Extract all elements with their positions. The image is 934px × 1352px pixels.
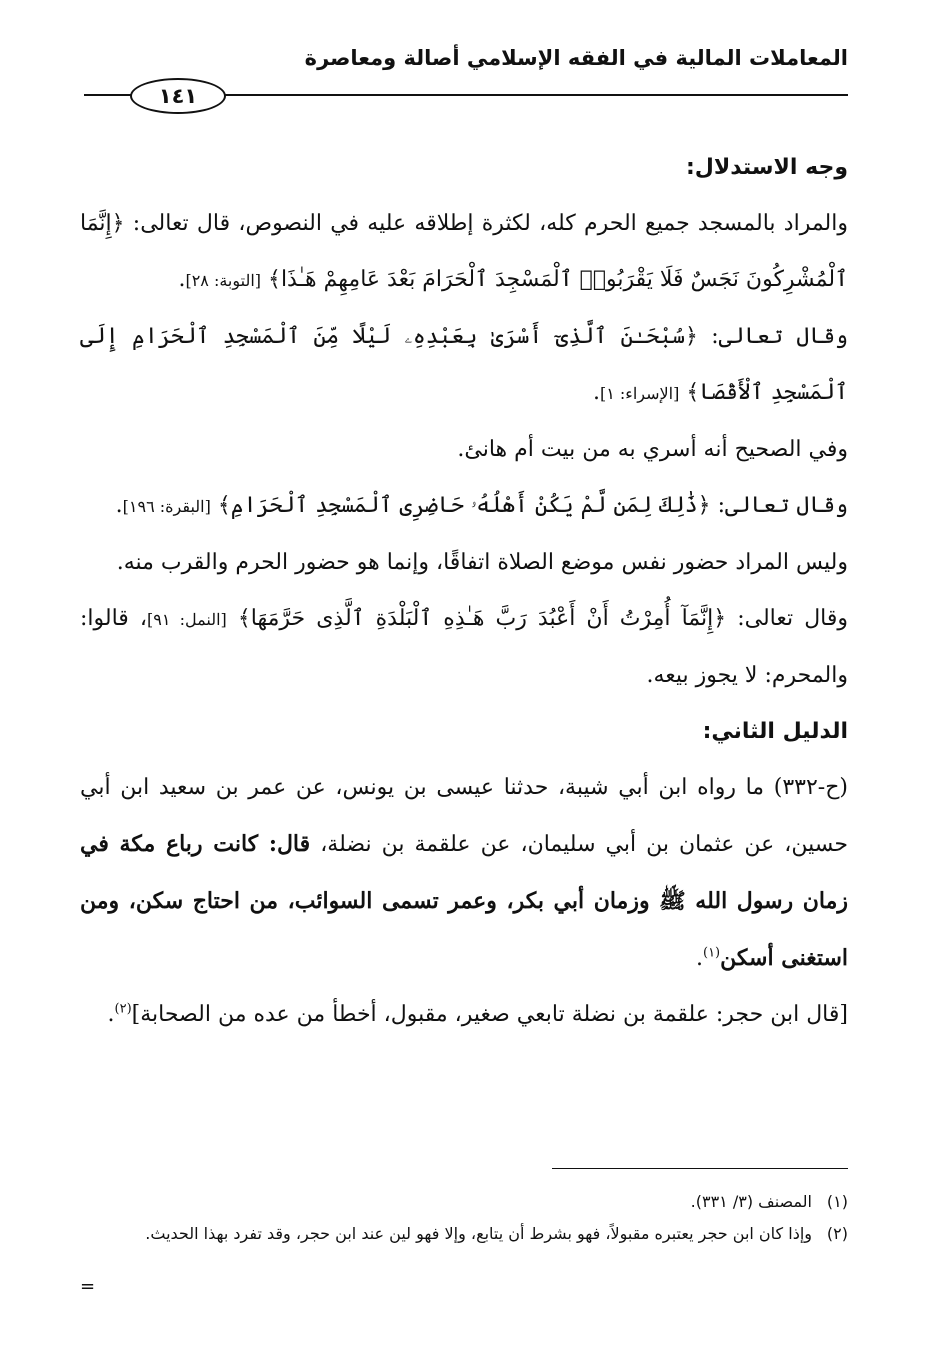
footnote-2-text: وإذا كان ابن حجر يعتبره مقبولاً، فهو بشرط أن يتابع، وإلا فهو لين عند ابن حجر، وقد تفرد بهذا الحديث. <box>145 1224 812 1243</box>
paragraph-1 <box>80 196 848 309</box>
grading-text: [قال ابن حجر: علقمة بن نضلة تابعي صغير، مقبول، أخطأ من عده من الصحابة] <box>131 1002 848 1027</box>
verse-reference-baqarah: [البقرة: ١٩٦] <box>122 497 211 516</box>
footnotes <box>80 1186 848 1250</box>
verse-reference-naml: [النمل: ٩١] <box>147 610 227 629</box>
footnote-marker-1[interactable]: (١) <box>702 945 721 961</box>
footnote-1-text: المصنف (٣/ ٣٣١). <box>690 1192 812 1211</box>
paragraph-6 <box>80 591 848 704</box>
paragraph-2-end: . <box>592 380 600 405</box>
continuation-mark: = <box>80 1276 96 1297</box>
footnote-2-number: (٢) <box>826 1224 848 1243</box>
paragraph-1-text: والمراد بالمسجد جميع الحرم كله، لكثرة إطلاقه عليه في النصوص، قال تعالى: ﴿إِنَّمَا ٱلْمُشْرِكُونَ نَجَسٌ فَلَا يَقْرَبُوا۟ ٱلْمَسْجِدَ ٱلْحَرَامَ بَعْدَ عَامِهِمْ هَـٰذَا﴾ <box>80 211 848 292</box>
running-title: المعاملات المالية في الفقه الإسلامي أصالة ومعاصرة <box>304 46 848 70</box>
heading-evidence-reasoning: وجه الاستدلال: <box>685 155 848 180</box>
paragraph-3: وفي الصحيح أنه أسري به من بيت أم هانئ. <box>457 437 848 462</box>
footnote-1-number: (١) <box>826 1192 848 1211</box>
heading-second-evidence: الدليل الثاني: <box>702 719 848 744</box>
grading-end: . <box>107 1002 115 1027</box>
hadith-chain: (ح-٣٣٢) ما رواه ابن أبي شيبة، حدثنا عيسى بن يونس، عن عمر بن سعيد ابن أبي حسين، عن عثمان بن أبي سليمان، عن علقمة بن نضلة، <box>80 775 848 857</box>
paragraph-4-end: . <box>115 493 123 518</box>
footnote-marker-2[interactable]: (٢) <box>114 1001 132 1017</box>
page-number: ١٤١ <box>130 78 226 114</box>
paragraph-4 <box>80 478 848 535</box>
paragraph-6-end: ، قالوا: والمحرم: لا يجوز بيعه. <box>80 606 848 688</box>
footnote-1 <box>80 1186 848 1218</box>
verse-reference-isra: [الإسراء: ١] <box>599 384 680 403</box>
paragraph-hadith <box>80 760 848 987</box>
paragraph-5: وليس المراد حضور نفس موضع الصلاة اتفاقًا، وإنما هو حضور الحرم والقرب منه. <box>116 550 848 575</box>
paragraph-4-text: وقال تعالى: ﴿ذَٰلِكَ لِمَن لَّمْ يَكُنْ أَهْلُهُۥ حَاضِرِى ٱلْمَسْجِدِ ٱلْحَرَامِ﴾ <box>217 493 848 518</box>
paragraph-6-text: وقال تعالى: ﴿إِنَّمَآ أُمِرْتُ أَنْ أَعْبُدَ رَبَّ هَـٰذِهِ ٱلْبَلْدَةِ ٱلَّذِى حَرَّمَهَا﴾ <box>237 606 849 631</box>
hadith-text: قال: كانت رباع مكة في زمان رسول الله ﷺ وزمان أبي بكر، وعمر تسمى السوائب، من احتاج سكن، ومن استغنى أسكن <box>80 831 848 971</box>
body-text <box>80 140 848 1043</box>
hadith-end: . <box>695 946 703 971</box>
footnote-rule <box>552 1168 848 1169</box>
paragraph-grading <box>80 987 848 1043</box>
verse-reference-tawbah: [التوبة: ٢٨] <box>185 271 262 290</box>
paragraph-1-end: . <box>178 267 186 292</box>
paragraph-2-text: وقال تعالى: ﴿سُبْحَـٰنَ ٱلَّذِىٓ أَسْرَىٰ بِعَبْدِهِۦ لَيْلًا مِّنَ ٱلْمَسْجِدِ ٱلْحَرَامِ إِلَى ٱلْمَسْجِدِ ٱلْأَقْصَا﴾ <box>80 324 848 405</box>
footnote-2 <box>80 1218 848 1250</box>
paragraph-2 <box>80 309 848 422</box>
